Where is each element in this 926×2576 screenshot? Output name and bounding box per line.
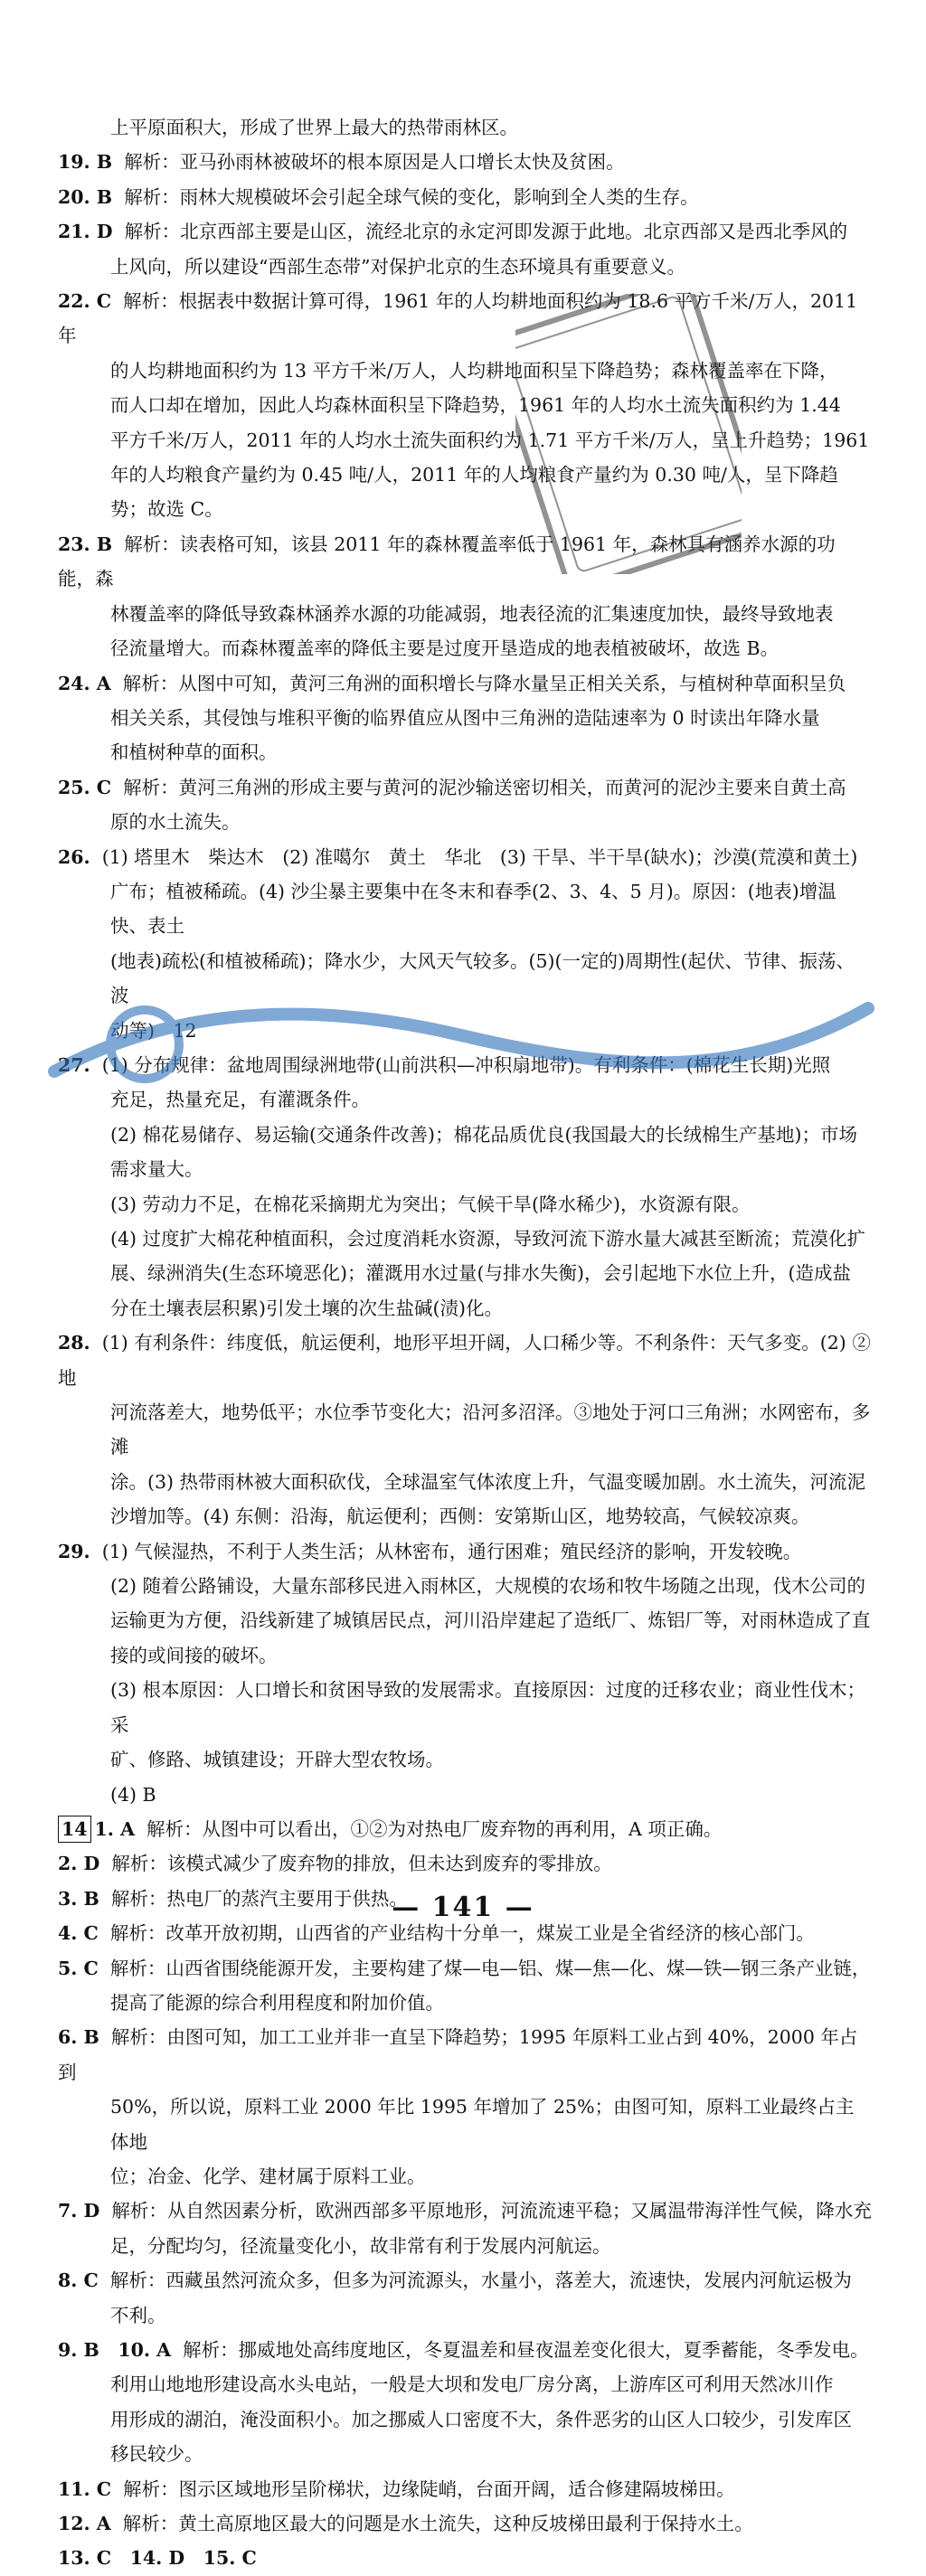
entry-text-line: 位；冶金、化学、建材属于原料工业。 <box>110 2165 426 2187</box>
answer-entry <box>58 2541 872 2575</box>
entry-text-line: 年的人均粮食产量约为 0.45 吨/人，2011 年的人均粮食产量约为 0.30 吨/人，呈下降趋 <box>110 464 838 486</box>
answer-entry <box>58 770 872 840</box>
entry-text: 解析：读表格可知，该县 2011 年的森林覆盖率低于 1961 年，森林具有涵养水源的功能，森 <box>58 533 836 590</box>
entry-text: 解析：从自然因素分析，欧洲西部多平原地形，河流流速平稳；又属温带海洋性气候，降水充 <box>111 2200 872 2222</box>
entry-text-line: 充足，热量充足，有灌溉条件。 <box>110 1089 370 1111</box>
entry-number: 8. C <box>58 2269 99 2292</box>
entry-text-line: (3) 根本原因：人口增长和贫困导致的发展需求。直接原因：过度的迁移农业；商业性伐木；采 <box>110 1679 866 1736</box>
answer-entry <box>58 284 872 527</box>
answer-entry <box>58 2472 872 2506</box>
entry-text-line: (2) 棉花易储存、易运输(交通条件改善)；棉花品质优良(我国最大的长绒棉生产基地)；市场 <box>110 1123 858 1146</box>
entry-text-line: 运输更为方便，沿线新建了城镇居民点，河川沿岸建起了造纸厂、炼铝厂等，对雨林造成了直 <box>110 1609 871 1632</box>
entry-text: 解析：黄土高原地区最大的问题是水土流失，这种反坡梯田最利于保持水土。 <box>122 2513 753 2535</box>
entry-number: 6. B <box>58 2026 99 2049</box>
entry-number: 23. B <box>58 533 113 555</box>
section-14-list <box>58 1846 872 2576</box>
entry-number: 26. <box>58 845 90 868</box>
entry-text-line: 的人均耕地面积约为 13 平方千米/万人，人均耕地面积呈下降趋势；森林覆盖率在下降， <box>110 359 838 382</box>
continuation-line: 上平原面积大，形成了世界上最大的热带雨林区。 <box>110 117 518 138</box>
entry-text: (1) 塔里木 柴达木 (2) 准噶尔 黄土 华北 (3) 干旱、半干旱(缺水)；沙漠(荒漠和黄土) <box>101 845 858 868</box>
entry-number: 2. D <box>58 1853 100 1875</box>
answer-entry <box>58 1846 872 1881</box>
answer-entry <box>58 1326 872 1533</box>
entry-number: 21. D <box>58 221 113 243</box>
answer-entry <box>58 2333 872 2472</box>
entry-text: 解析：雨林大规模破坏会引起全球气候的变化，影响到全人类的生存。 <box>124 185 699 208</box>
entry-text-line: 平方千米/万人，2011 年的人均水土流失面积约为 1.71 平方千米/万人，呈上升趋势；1961 <box>110 429 870 451</box>
entry-text: (1) 气候湿热，不利于人类生活；从林密布，通行困难；殖民经济的影响，开发较晚。 <box>101 1540 802 1562</box>
entry-number: 24. A <box>58 672 111 694</box>
entry-text-line: 沙增加等。(4) 东侧：沿海，航运便利；西侧：安第斯山区，地势较高，气候较凉爽。 <box>110 1505 810 1528</box>
entry-text: 解析：山西省围绕能源开发，主要构建了煤—电—铝、煤—焦—化、煤—铁—钢三条产业链， <box>109 1957 871 1979</box>
answer-entry <box>58 2263 872 2333</box>
entry-text: 解析：西藏虽然河流众多，但多为河流源头，水量小，落差大，流速快，发展内河航运极为 <box>109 2269 852 2292</box>
answer-entry <box>58 666 872 770</box>
entry-number: 25. C <box>58 776 112 798</box>
entry-text-line: 足，分配均匀，径流量变化小，故非常有利于发展内河航运。 <box>110 2234 611 2257</box>
entry-number: 1. A <box>94 1817 135 1840</box>
entry-text-line: 50%，所以说，原料工业 2000 年比 1995 年增加了 25%；由图可知，原料工业最终占主体地 <box>110 2096 855 2153</box>
entry-text-line: (3) 劳动力不足，在棉花采摘期尤为突出；气候干旱(降水稀少)，水资源有限。 <box>110 1193 751 1215</box>
entry-text-line: 接的或间接的破坏。 <box>110 1644 278 1666</box>
answer-entry <box>58 214 872 284</box>
entry-text-line: 原的水土流失。 <box>110 811 241 834</box>
entry-number: 7. D <box>58 2200 100 2222</box>
entry-text: 解析：由图可知，加工工业并非一直呈下降趋势；1995 年原料工业占到 40%，2000 年占到 <box>58 2026 858 2083</box>
entry-text-line: (4) 过度扩大棉花种植面积，会过度消耗水资源，导致河流下游水量大减甚至断流；荒漠化扩 <box>110 1228 866 1250</box>
entry-text: 解析：北京西部主要是山区，流经北京的永定河即发源于此地。北京西部又是西北季风的 <box>124 221 848 243</box>
stamp-seal <box>515 294 742 574</box>
entry-number: 9. B 10. A <box>58 2339 172 2361</box>
answer-entry <box>58 2020 872 2194</box>
entry-text: 解析：从图中可以看出，①②为对热电厂废弃物的再利用，A 项正确。 <box>146 1817 723 1840</box>
answer-text <box>58 110 872 2576</box>
answer-entry <box>58 527 872 666</box>
entry-number: 4. C <box>58 1922 99 1945</box>
entry-text: 解析：挪威地处高纬度地区，冬夏温差和昼夜温差变化很大，夏季蓄能，冬季发电。 <box>183 2339 869 2361</box>
entry-number: 29. <box>58 1540 90 1562</box>
entry-text-line: 广布；植被稀疏。(4) 沙尘暴主要集中在冬末和春季(2、3、4、5 月)。原因：(地表)增温快、表土 <box>110 880 836 938</box>
entry-text: 解析：热电厂的蒸汽主要用于供热。 <box>110 1887 408 1910</box>
entry-number: 3. B <box>58 1887 99 1910</box>
entry-text-line: 上风向，所以建设“西部生态带”对保护北京的生态环境具有重要意义。 <box>110 255 685 278</box>
entry-text-line: 提高了能源的综合利用程度和附加价值。 <box>110 1991 444 2014</box>
entry-text: 解析：黄河三角洲的形成主要与黄河的泥沙输送密切相关，而黄河的泥沙主要来自黄土高 <box>123 776 846 798</box>
answer-entry <box>58 180 872 214</box>
entry-text-line: 利用山地地形建设高水头电站，一般是大坝和发电厂房分离，上游库区可利用天然冰川作 <box>110 2373 834 2396</box>
entry-text: 解析：该模式减少了废弃物的排放，但未达到废弃的零排放。 <box>111 1853 612 1875</box>
entry-text: 解析：亚马孙雨林被破坏的根本原因是人口增长太快及贫困。 <box>124 151 625 174</box>
entry-number: 11. C <box>58 2477 112 2500</box>
entry-text: 解析：根据表中数据计算可得，1961 年的人均耕地面积约为 18.6 平方千米/万人，2011 年 <box>58 290 858 347</box>
entry-number: 20. B <box>58 185 113 208</box>
entry-text-line: 矿、修路、城镇建设；开辟大型农牧场。 <box>110 1749 444 1771</box>
entry-text-line: 和植树种草的面积。 <box>110 741 278 764</box>
entry-text-line: 涂。(3) 热带雨林被大面积砍伐，全球温室气体浓度上升，气温变暖加剧。水土流失，河流泥 <box>110 1470 866 1493</box>
answer-entry <box>58 2506 872 2541</box>
section-14-first <box>58 1812 872 1846</box>
entry-number: 28. <box>58 1332 90 1354</box>
entry-text-line: 移民较少。 <box>110 2443 203 2466</box>
entry-text-line: (2) 随着公路铺设，大量东部移民进入雨林区，大规模的农场和牧牛场随之出现，伐木公司的 <box>110 1575 866 1598</box>
watermark-logo <box>36 972 886 1108</box>
entry-text-line: 而人口却在增加，因此人均森林面积呈下降趋势，1961 年的人均水土流失面积约为 1.44 <box>110 394 841 417</box>
entry-text-line: 径流量增大。而森林覆盖率的降低主要是过度开垦造成的地表植被破坏，故选 B。 <box>110 637 780 660</box>
section-number-box: 14 <box>58 1816 91 1843</box>
entry-number: 13. C 14. D 15. C <box>58 2547 257 2570</box>
entry-text-line: (地表)疏松(和植被稀疏)；降水少，大风天气较多。(5)(一定的)周期性(起伏、节律、振荡、波 <box>110 949 855 1007</box>
entry-text: 解析：改革开放初期，山西省的产业结构十分单一，煤炭工业是全省经济的核心部门。 <box>109 1922 815 1945</box>
entry-text-line: 用形成的湖泊，淹没面积小。加之挪威人口密度不大，条件恶劣的山区人口较少，引发库区 <box>110 2408 852 2430</box>
entry-number: 12. A <box>58 2513 111 2535</box>
page-number: — 141 — <box>392 1892 534 1923</box>
entry-text-line: 分在土壤表层积累)引发土壤的次生盐碱(渍)化。 <box>110 1297 503 1319</box>
entry-text-line: 势；故选 C。 <box>110 498 223 521</box>
entry-text-line: (4) B <box>110 1783 156 1806</box>
entry-text-line: 展、绿洲消失(生态环境恶化)；灌溉用水过量(与排水失衡)，会引起地下水位上升，(造成盐 <box>110 1262 851 1285</box>
entry-number: 19. B <box>58 151 113 174</box>
entry-text-line: 相关关系，其侵蚀与堆积平衡的临界值应从图中三角洲的造陆速率为 0 时读出年降水量 <box>110 706 820 729</box>
entry-text: 解析：图示区域地形呈阶梯状，边缘陡峭，台面开阔，适合修建隔坡梯田。 <box>123 2477 735 2500</box>
entry-text-line: 动等) 12 <box>110 1019 197 1042</box>
entry-text-line: 需求量大。 <box>110 1158 203 1181</box>
answer-entry <box>58 2194 872 2263</box>
entry-text: 解析：从图中可知，黄河三角洲的面积增长与降水量呈正相关关系，与植树种草面积呈负 <box>122 672 846 694</box>
entry-text-line: 林覆盖率的降低导致森林涵养水源的功能减弱，地表径流的汇集速度加快，最终导致地表 <box>110 602 834 625</box>
entry-text-line: 不利。 <box>110 2304 166 2326</box>
answer-entry <box>58 1951 872 2021</box>
answer-entry <box>58 1534 872 1812</box>
entry-text: (1) 分布规律：盆地周围绿洲地带(山前洪积—冲积扇地带)。有利条件：(棉花生长期)光照 <box>101 1053 831 1076</box>
entry-number: 22. C <box>58 290 112 313</box>
answer-entry <box>58 145 872 179</box>
entry-text-line: 河流落差大，地势低平；水位季节变化大；沿河多沼泽。③地处于河口三角洲；水网密布，多滩 <box>110 1401 871 1458</box>
entry-number: 5. C <box>58 1957 99 1979</box>
entry-number: 27. <box>58 1053 90 1076</box>
entry-text: (1) 有利条件：纬度低，航运便利，地形平坦开阔，人口稀少等。不利条件：天气多变。(2) ②地 <box>58 1332 871 1389</box>
